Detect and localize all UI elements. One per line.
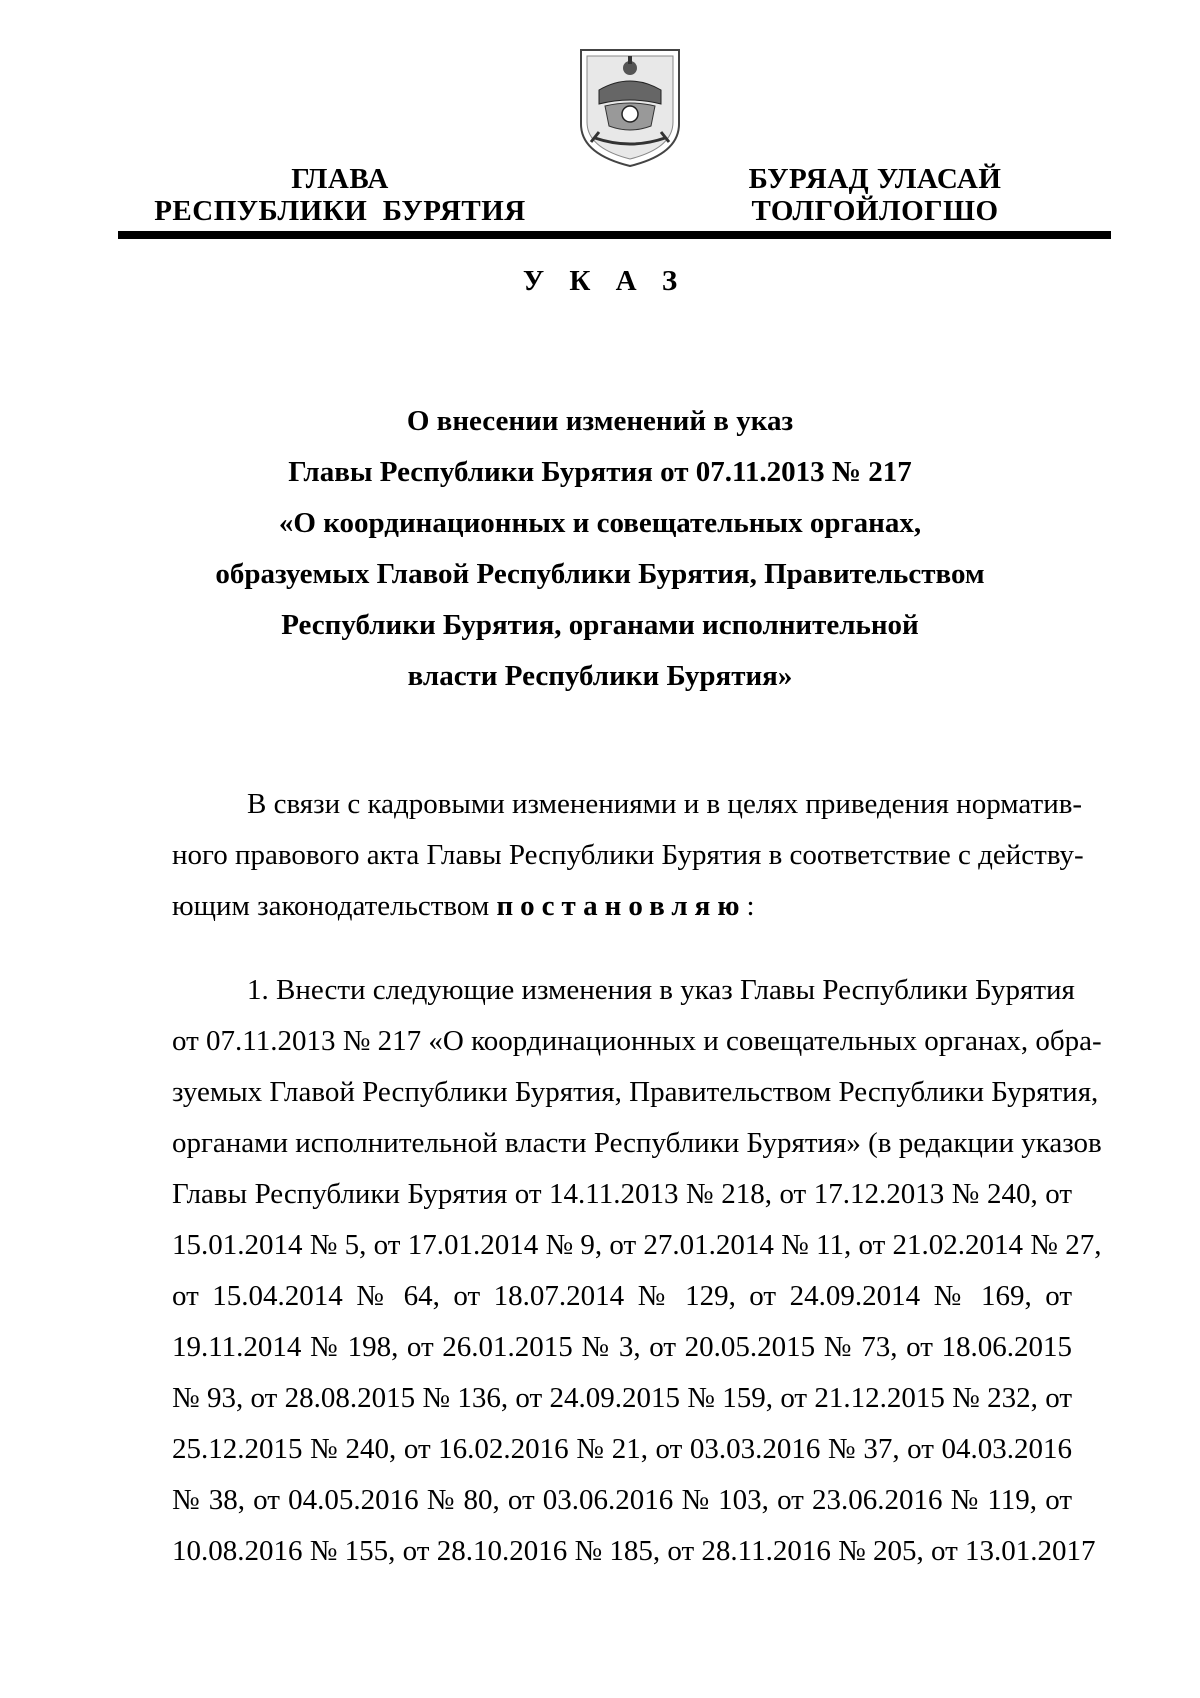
- item-line: 19.11.2014 № 198, от 26.01.2015 № 3, от 20.05.2015 № 73, от 18.06.2015: [172, 1331, 1072, 1363]
- header-left-line1: ГЛАВА: [291, 163, 389, 195]
- item-line: Главы Республики Бурятия от 14.11.2013 № 218, от 17.12.2013 № 240, от: [172, 1178, 1072, 1210]
- header-divider: [118, 231, 1111, 239]
- preamble-line: В связи с кадровыми изменениями и в целях приведения норматив-: [247, 788, 1083, 820]
- item-line: зуемых Главой Республики Бурятия, Правительством Республики Бурятия,: [172, 1076, 1099, 1108]
- title-line: Республики Бурятия, органами исполнительной: [281, 609, 919, 641]
- title-line: власти Республики Бурятия»: [407, 660, 793, 692]
- item-line: органами исполнительной власти Республики Бурятия» (в редакции указов: [172, 1127, 1102, 1159]
- title-line: «О координационных и совещательных органах,: [278, 507, 922, 539]
- preamble-line3-prefix: ющим законодательством: [172, 890, 497, 922]
- item-line: № 38, от 04.05.2016 № 80, от 03.06.2016 № 103, от 23.06.2016 № 119, от: [172, 1484, 1072, 1516]
- item-line: 10.08.2016 № 155, от 28.10.2016 № 185, от 28.11.2016 № 205, от 13.01.2017: [172, 1535, 1096, 1567]
- item-line: 15.01.2014 № 5, от 17.01.2014 № 9, от 27.01.2014 № 11, от 21.02.2014 № 27,: [172, 1229, 1102, 1261]
- header-right-line1: БУРЯАД УЛАСАЙ: [748, 163, 1002, 195]
- item-line: 25.12.2015 № 240, от 16.02.2016 № 21, от 03.03.2016 № 37, от 04.03.2016: [172, 1433, 1072, 1465]
- title-line: Главы Республики Бурятия от 07.11.2013 № 217: [288, 456, 912, 488]
- title-line: О внесении изменений в указ: [406, 405, 794, 437]
- item-line: 1. Внести следующие изменения в указ Главы Республики Бурятия: [247, 974, 1075, 1006]
- item-line: от 07.11.2013 № 217 «О координационных и совещательных органах, обра-: [172, 1025, 1102, 1057]
- document-type-heading: У К А З: [522, 265, 687, 297]
- item-1-paragraph: [172, 965, 1102, 1577]
- preamble-line: [172, 881, 1072, 932]
- decree-title: [150, 396, 1050, 702]
- resolution-keyword: постановляю: [496, 890, 747, 922]
- header-authority-russian: [150, 163, 530, 227]
- preamble-line: ного правового акта Главы Республики Бурятия в соответствие с действу-: [172, 839, 1084, 871]
- coat-of-arms-emblem: [577, 46, 683, 168]
- header-left-line2: РЕСПУБЛИКИ БУРЯТИЯ: [154, 195, 526, 227]
- title-line: образуемых Главой Республики Бурятия, Правительством: [215, 558, 985, 590]
- item-line: № 93, от 28.08.2015 № 136, от 24.09.2015 № 159, от 21.12.2015 № 232, от: [172, 1382, 1072, 1414]
- preamble-line3-suffix: :: [746, 890, 755, 922]
- preamble-paragraph: [172, 779, 1084, 932]
- item-line: от 15.04.2014 № 64, от 18.07.2014 № 129, от 24.09.2014 № 169, от: [172, 1280, 1072, 1312]
- header-right-line2: ТОЛГОЙЛОГШО: [751, 195, 999, 227]
- header-authority-buryat: [730, 163, 1020, 227]
